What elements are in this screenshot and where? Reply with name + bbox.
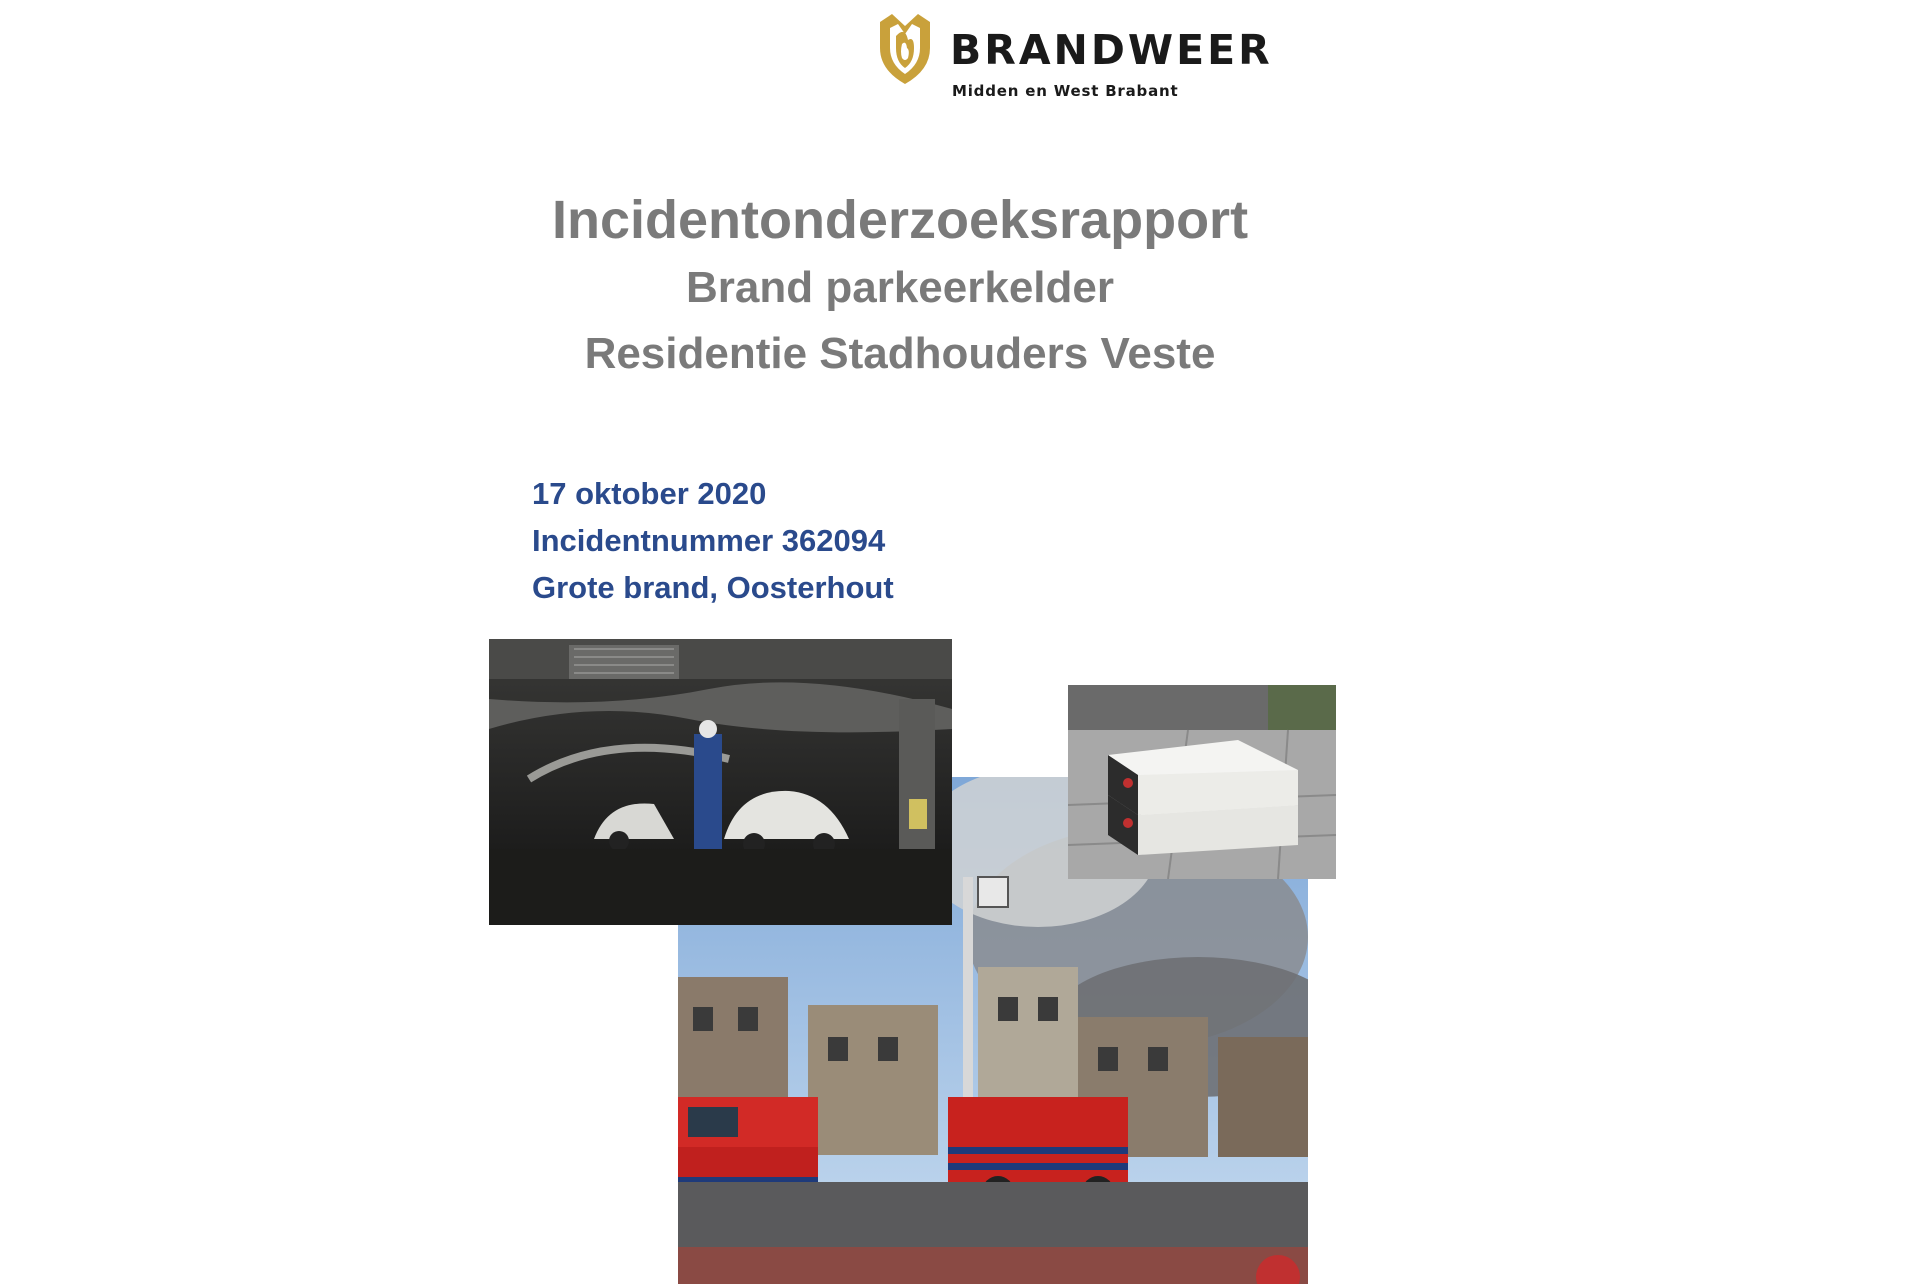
incident-type-location: Grote brand, Oosterhout bbox=[532, 570, 894, 605]
incident-number: Incidentnummer 362094 bbox=[532, 523, 886, 558]
photo-binders-on-pavement bbox=[1068, 685, 1336, 879]
logo-subtitle: Midden en West Brabant bbox=[952, 82, 1179, 100]
brandweer-logo bbox=[870, 8, 1290, 98]
report-subtitle: Brand parkeerkelder bbox=[686, 263, 1114, 312]
brandweer-emblem-icon bbox=[870, 8, 940, 88]
logo-name: BRANDWEER bbox=[950, 26, 1273, 74]
title-block bbox=[500, 185, 1300, 387]
report-title: Incidentonderzoeksrapport bbox=[551, 190, 1249, 250]
report-location-title: Residentie Stadhouders Veste bbox=[584, 329, 1216, 378]
photo-burned-parking-garage bbox=[489, 639, 952, 925]
incident-date: 17 oktober 2020 bbox=[532, 476, 767, 511]
incident-meta bbox=[532, 470, 894, 611]
